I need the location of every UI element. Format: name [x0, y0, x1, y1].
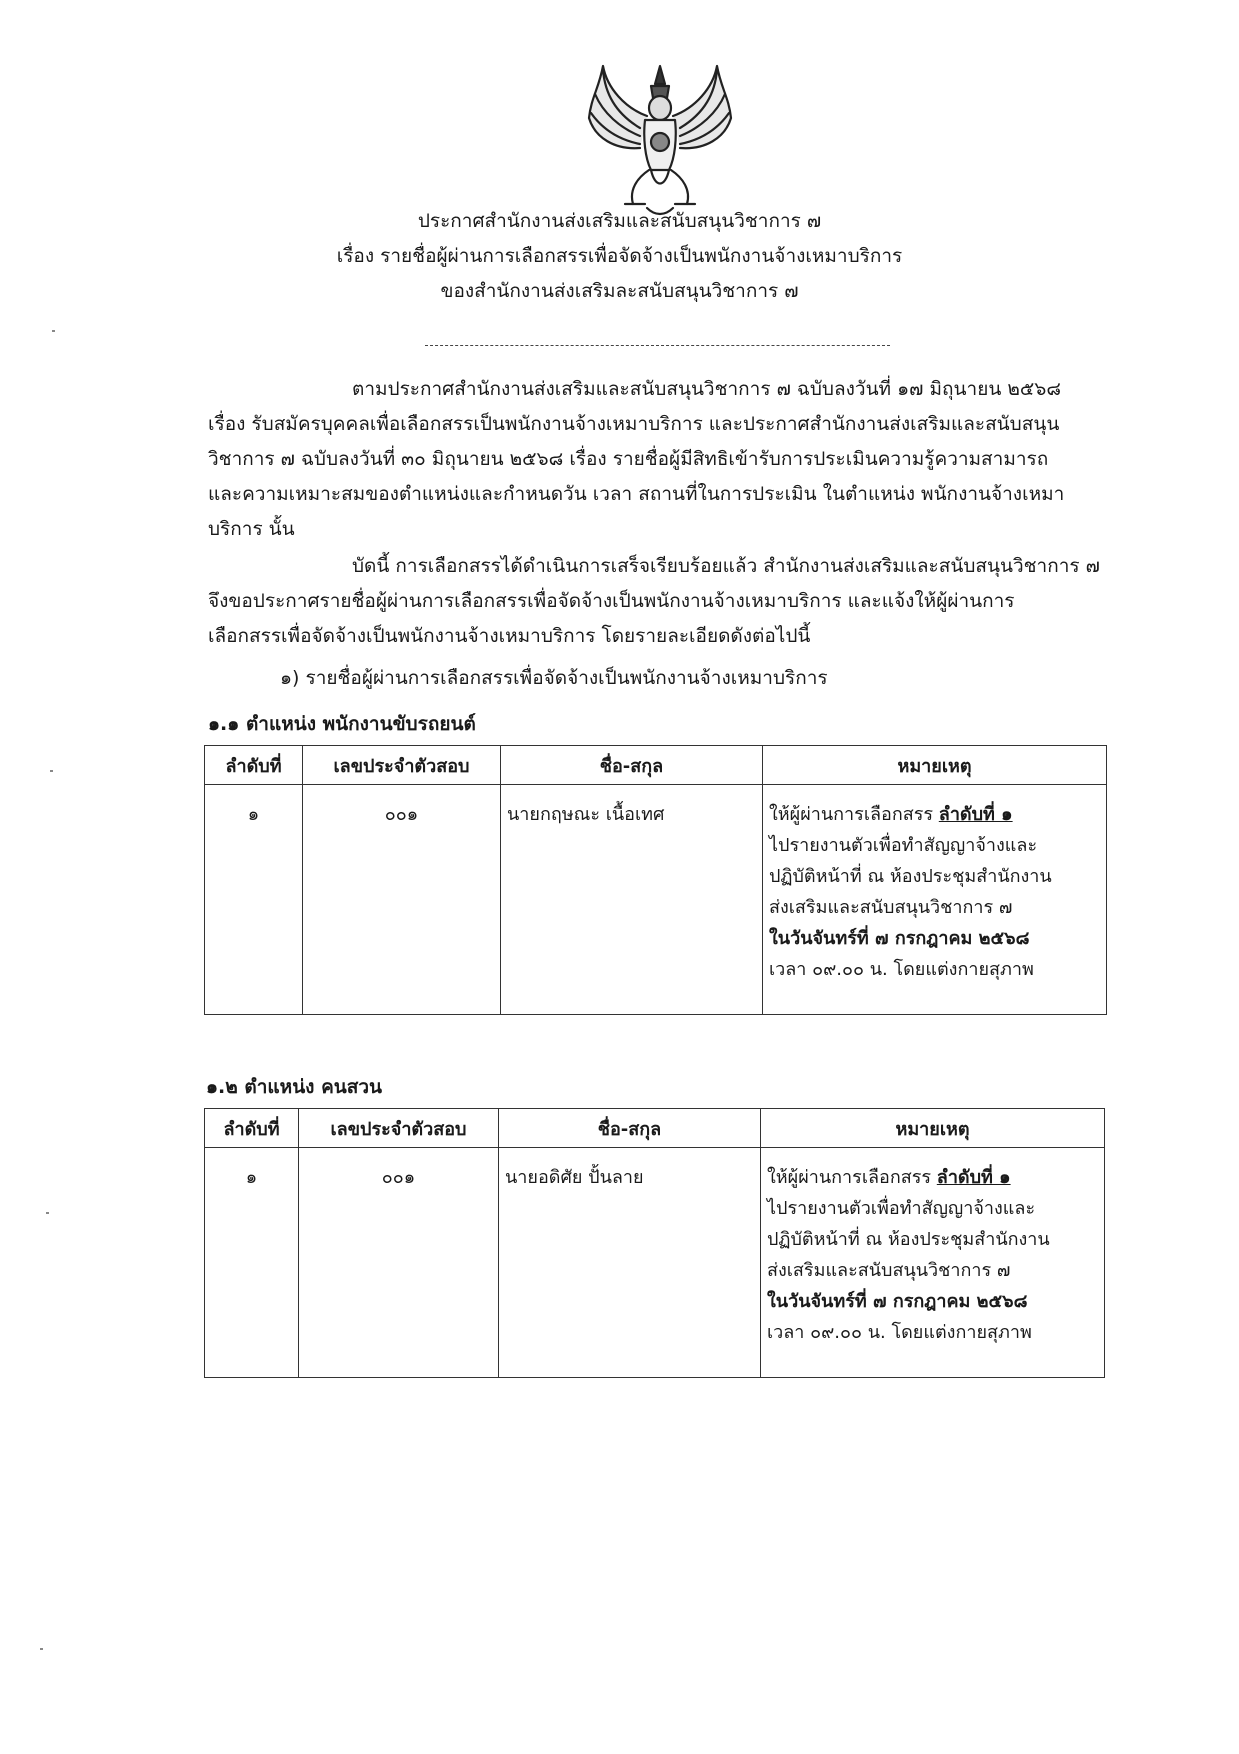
- remark-line-4: ส่งเสริมและสนับสนุนวิชาการ ๗: [769, 897, 1013, 918]
- header-remark: หมายเหตุ: [761, 1109, 1105, 1148]
- table-row: [205, 785, 1107, 1015]
- cell-name: นายกฤษณะ เนื้อเทศ: [501, 785, 763, 1015]
- remark-line-5: ในวันจันทร์ที่ ๗ กรกฎาคม ๒๕๖๘: [769, 928, 1030, 949]
- remark-line-4: ส่งเสริมและสนับสนุนวิชาการ ๗: [767, 1260, 1011, 1281]
- cell-remark: [763, 785, 1107, 1015]
- section-heading-driver: ๑.๑ ตำแหน่ง พนักงานขับรถยนต์: [208, 713, 476, 735]
- cell-remark: [761, 1148, 1105, 1378]
- cell-name: นายอดิศัย ปั้นลาย: [499, 1148, 761, 1378]
- remark-line-2: ไปรายงานตัวเพื่อทำสัญญาจ้างและ: [769, 835, 1038, 856]
- paragraph-1-line-4: และความเหมาะสมของตำแหน่งและกำหนดวัน เวลา สถานที่ในการประเมิน ในตำแหน่ง พนักงานจ้างเหมา: [208, 483, 1065, 505]
- announcement-office: ของสำนักงานส่งเสริมละสนับสนุนวิชาการ ๗: [440, 280, 799, 302]
- title-separator: [425, 345, 890, 346]
- paragraph-1-line-1: ตามประกาศสำนักงานส่งเสริมและสนับสนุนวิชาการ ๗ ฉบับลงวันที่ ๑๗ มิถุนายน ๒๕๖๘: [352, 378, 1061, 400]
- remark-rank: ลำดับที่ ๑: [938, 804, 1013, 825]
- header-exam-id: เลขประจำตัวสอบ: [303, 746, 501, 785]
- list-item-1: ๑) รายชื่อผู้ผ่านการเลือกสรรเพื่อจัดจ้างเป็นพนักงานจ้างเหมาบริการ: [280, 667, 828, 689]
- remark-line-2: ไปรายงานตัวเพื่อทำสัญญาจ้างและ: [767, 1198, 1036, 1219]
- paragraph-1-line-3: วิชาการ ๗ ฉบับลงวันที่ ๓๐ มิถุนายน ๒๕๖๘ เรื่อง รายชื่อผู้มีสิทธิเข้ารับการประเมินความรู้ความสามารถ: [208, 448, 1049, 470]
- paragraph-2-line-3: เลือกสรรเพื่อจัดจ้างเป็นพนักงานจ้างเหมาบริการ โดยรายละเอียดดังต่อไปนี้: [208, 625, 811, 647]
- remark-line-6: เวลา ๐๙.๐๐ น. โดยแต่งกายสุภาพ: [767, 1322, 1032, 1343]
- table-row: [205, 1148, 1105, 1378]
- header-order: ลำดับที่: [205, 1109, 299, 1148]
- paragraph-2-line-2: จึงขอประกาศรายชื่อผู้ผ่านการเลือกสรรเพื่อจัดจ้างเป็นพนักงานจ้างเหมาบริการ และแจ้งให้ผู้ผ่านการ: [208, 590, 1015, 612]
- table-header-row: [205, 746, 1107, 785]
- scan-speck: [46, 1212, 49, 1214]
- paragraph-1-line-5: บริการ นั้น: [208, 518, 295, 540]
- remark-prefix: ให้ผู้ผ่านการเลือกสรร: [767, 1167, 932, 1188]
- paragraph-2-line-1: บัดนี้ การเลือกสรรได้ดำเนินการเสร็จเรียบร้อยแล้ว สำนักงานส่งเสริมและสนับสนุนวิชาการ ๗: [352, 555, 1100, 577]
- remark-line-1: [767, 1162, 1098, 1193]
- remark-line-6: เวลา ๐๙.๐๐ น. โดยแต่งกายสุภาพ: [769, 959, 1034, 980]
- header-remark: หมายเหตุ: [763, 746, 1107, 785]
- cell-exam-id: ๐๐๑: [303, 785, 501, 1015]
- result-table-gardener: [204, 1108, 1105, 1378]
- cell-exam-id: ๐๐๑: [299, 1148, 499, 1378]
- header-name: ชื่อ-สกุล: [501, 746, 763, 785]
- header-exam-id: เลขประจำตัวสอบ: [299, 1109, 499, 1148]
- paragraph-1-line-2: เรื่อง รับสมัครบุคคลเพื่อเลือกสรรเป็นพนักงานจ้างเหมาบริการ และประกาศสำนักงานส่งเสริมและสนับสนุน: [208, 413, 1060, 435]
- section-heading-gardener: ๑.๒ ตำแหน่ง คนสวน: [206, 1076, 383, 1098]
- announcement-subject: เรื่อง รายชื่อผู้ผ่านการเลือกสรรเพื่อจัดจ้างเป็นพนักงานจ้างเหมาบริการ: [336, 245, 903, 267]
- header-order: ลำดับที่: [205, 746, 303, 785]
- cell-order: ๑: [205, 1148, 299, 1378]
- scan-speck: [40, 1648, 43, 1650]
- announcement-title: ประกาศสำนักงานส่งเสริมและสนับสนุนวิชาการ ๗: [417, 210, 822, 232]
- scan-speck: [50, 770, 53, 772]
- remark-prefix: ให้ผู้ผ่านการเลือกสรร: [769, 804, 934, 825]
- remark-line-3: ปฏิบัติหน้าที่ ณ ห้องประชุมสำนักงาน: [767, 1229, 1050, 1250]
- result-table-driver: [204, 745, 1107, 1015]
- remark-rank: ลำดับที่ ๑: [936, 1167, 1011, 1188]
- header-name: ชื่อ-สกุล: [499, 1109, 761, 1148]
- cell-order: ๑: [205, 785, 303, 1015]
- remark-line-5: ในวันจันทร์ที่ ๗ กรกฎาคม ๒๕๖๘: [767, 1291, 1028, 1312]
- remark-line-3: ปฏิบัติหน้าที่ ณ ห้องประชุมสำนักงาน: [769, 866, 1052, 887]
- garuda-emblem-icon: [585, 58, 735, 218]
- remark-line-1: [769, 799, 1100, 830]
- table-header-row: [205, 1109, 1105, 1148]
- scan-speck: [52, 330, 55, 332]
